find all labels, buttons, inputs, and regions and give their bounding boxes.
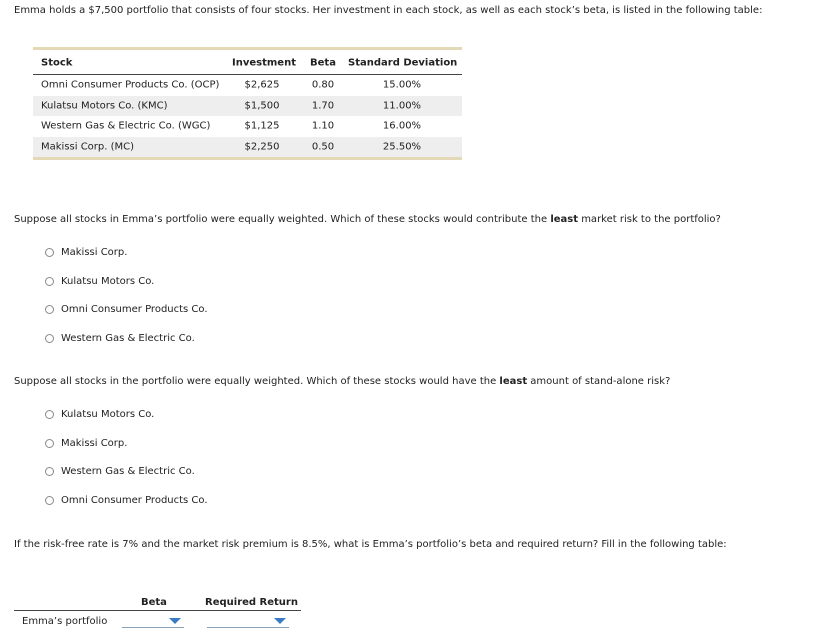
cell-stock: Kulatsu Motors Co. (KMC) bbox=[41, 100, 168, 112]
cell-sd: 16.00% bbox=[382, 120, 422, 132]
chevron-down-icon bbox=[274, 618, 286, 624]
cell-beta: 1.10 bbox=[311, 120, 335, 132]
q1-option-omni[interactable] bbox=[45, 304, 208, 315]
chevron-down-icon bbox=[169, 618, 181, 624]
radio-button[interactable] bbox=[45, 305, 54, 314]
header-investment: Investment bbox=[232, 57, 296, 69]
radio-button[interactable] bbox=[45, 439, 54, 448]
cell-investment: $1,500 bbox=[244, 100, 280, 112]
question-standalone-risk bbox=[14, 376, 670, 387]
option-label: Western Gas & Electric Co. bbox=[61, 466, 195, 477]
radio-button[interactable] bbox=[45, 334, 54, 343]
intro-text: Emma holds a $7,500 portfolio that consists of four stocks. Her investment in each stock, as well as each stock’s beta, is listed in the following table: bbox=[14, 5, 763, 16]
q1-option-kulatsu[interactable] bbox=[45, 276, 154, 287]
question-portfolio-beta: If the risk-free rate is 7% and the market risk premium is 8.5%, what is Emma’s portfolio’s beta and required return? Fill in the following table: bbox=[14, 539, 727, 550]
option-label: Omni Consumer Products Co. bbox=[61, 304, 208, 315]
radio-button[interactable] bbox=[45, 277, 54, 286]
option-label: Omni Consumer Products Co. bbox=[61, 495, 208, 506]
question-text: Suppose all stocks in Emma’s portfolio were equally weighted. Which of these stocks would contribute the bbox=[14, 214, 551, 225]
cell-investment: $2,250 bbox=[244, 141, 280, 153]
option-label: Makissi Corp. bbox=[61, 438, 128, 449]
header-stock: Stock bbox=[41, 57, 73, 69]
question-market-risk bbox=[14, 214, 721, 225]
q2-option-western[interactable] bbox=[45, 466, 195, 477]
option-label: Kulatsu Motors Co. bbox=[61, 276, 155, 287]
option-label: Western Gas & Electric Co. bbox=[61, 333, 195, 344]
beta-dropdown[interactable] bbox=[122, 616, 184, 628]
q2-option-makissi[interactable] bbox=[45, 438, 127, 449]
result-table-divider bbox=[14, 610, 301, 611]
table-row bbox=[33, 96, 462, 117]
question-emphasis: least bbox=[550, 214, 579, 225]
question-text: market risk to the portfolio? bbox=[578, 214, 721, 225]
cell-beta: 1.70 bbox=[311, 100, 335, 112]
table-row bbox=[33, 137, 462, 158]
table-row bbox=[33, 75, 462, 96]
header-standard-deviation: Standard Deviation bbox=[348, 57, 458, 69]
q1-option-makissi[interactable] bbox=[45, 247, 127, 258]
q2-option-kulatsu[interactable] bbox=[45, 409, 154, 420]
cell-stock: Omni Consumer Products Co. (OCP) bbox=[41, 79, 220, 91]
required-return-dropdown[interactable] bbox=[207, 616, 289, 628]
radio-button[interactable] bbox=[45, 248, 54, 257]
cell-beta: 0.50 bbox=[311, 141, 335, 153]
question-emphasis: least bbox=[499, 376, 528, 387]
radio-button[interactable] bbox=[45, 467, 54, 476]
header-beta: Beta bbox=[310, 57, 336, 69]
question-text: amount of stand-alone risk? bbox=[527, 376, 671, 387]
cell-sd: 11.00% bbox=[382, 100, 422, 112]
cell-investment: $2,625 bbox=[244, 79, 280, 91]
table-header-row bbox=[33, 50, 462, 75]
cell-beta: 0.80 bbox=[311, 79, 335, 91]
question-text: Suppose all stocks in the portfolio were equally weighted. Which of these stocks would have the bbox=[14, 376, 500, 387]
result-header-required-return: Required Return bbox=[205, 597, 298, 608]
result-header-beta: Beta bbox=[141, 597, 167, 608]
radio-button[interactable] bbox=[45, 410, 54, 419]
cell-sd: 15.00% bbox=[382, 79, 422, 91]
q1-option-western[interactable] bbox=[45, 333, 195, 344]
result-row-label: Emma’s portfolio bbox=[22, 616, 108, 627]
option-label: Kulatsu Motors Co. bbox=[61, 409, 155, 420]
table-row bbox=[33, 116, 462, 137]
radio-button[interactable] bbox=[45, 496, 54, 505]
cell-stock: Makissi Corp. (MC) bbox=[41, 141, 135, 153]
cell-stock: Western Gas & Electric Co. (WGC) bbox=[41, 120, 211, 132]
q2-option-omni[interactable] bbox=[45, 495, 208, 506]
cell-investment: $1,125 bbox=[244, 120, 280, 132]
stock-table bbox=[33, 47, 462, 160]
cell-sd: 25.50% bbox=[382, 141, 422, 153]
option-label: Makissi Corp. bbox=[61, 247, 128, 258]
